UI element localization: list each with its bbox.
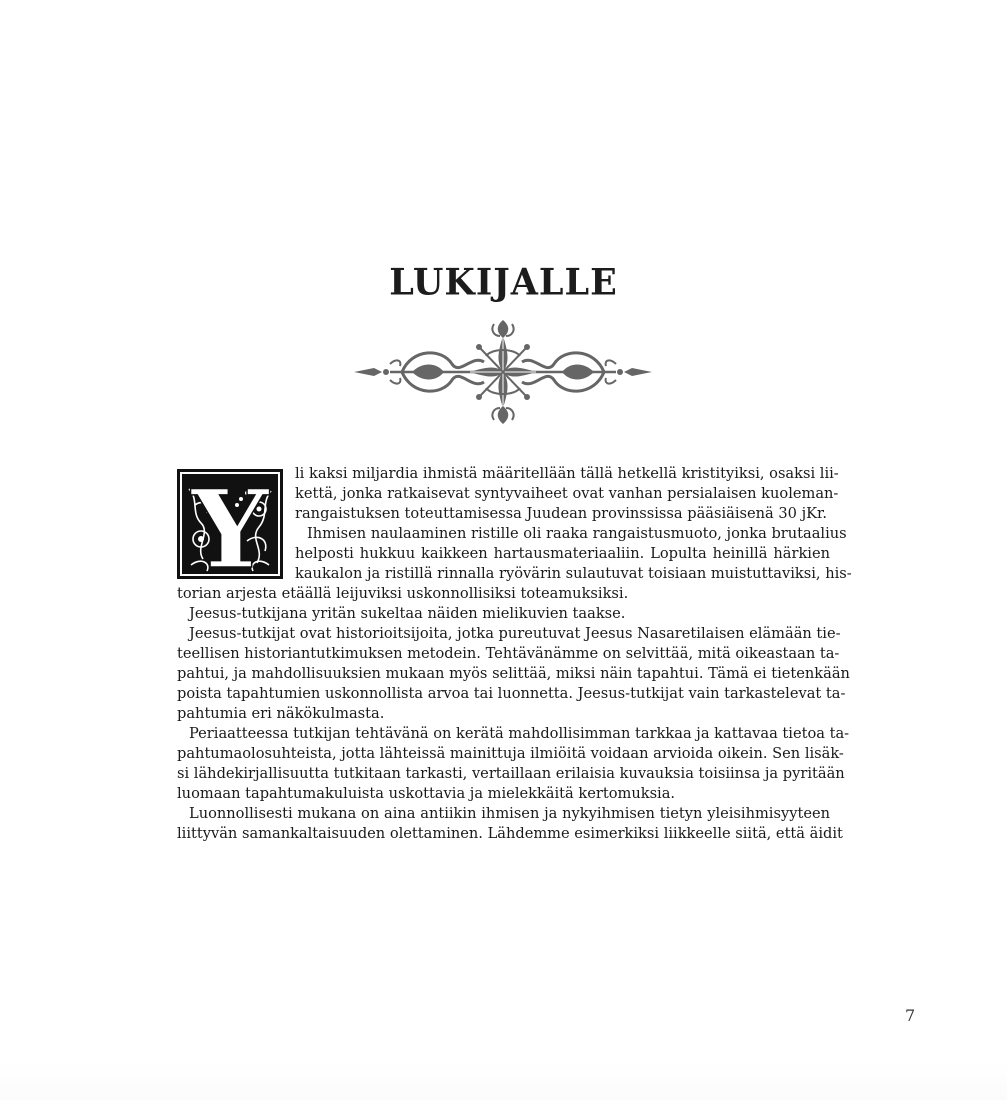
- text-line: si lähdekirjallisuutta tutkitaan tarkasti, vertaillaan erilaisia kuvauksia toisiinsa ja pyritään: [177, 765, 845, 782]
- text-line: teellisen historiantutkimuksen metodein. Tehtävänämme on selvittää, mitä oikeastaan ta-: [177, 645, 840, 662]
- text-line: Jeesus-tutkijana yritän sukeltaa näiden mielikuvien taakse.: [189, 605, 626, 622]
- text-line: pahtui, ja mahdollisuuksien mukaan myös selittää, miksi näin tapahtui. Tämä ei tietenkään: [177, 665, 850, 682]
- body-text: [177, 464, 852, 844]
- text-line: helposti hukkuu kaikkeen hartausmateriaaliin. Lopulta heinillä härkien: [295, 545, 830, 562]
- text-line: rangaistuksen toteuttamisessa Juudean provinssissa pääsiäisenä 30 jKr.: [295, 505, 828, 522]
- text-line: luomaan tapahtumakuluista uskottavia ja mielekkäitä kertomuksia.: [177, 785, 676, 802]
- page-number: 7: [905, 1006, 916, 1025]
- text-line: pahtumia eri näkökulmasta.: [177, 705, 385, 722]
- text-line: Luonnollisesti mukana on aina antiikin ihmisen ja nykyihmisen tietyn yleisihmisyyteen: [189, 805, 830, 822]
- chapter-title: LUKIJALLE: [389, 260, 618, 305]
- text-line: Ihmisen naulaaminen ristille oli raaka rangaistusmuoto, jonka brutaalius: [307, 525, 847, 542]
- text-line: kaukalon ja ristillä rinnalla ryövärin sulautuvat toisiaan muistuttaviksi, his-: [295, 565, 852, 582]
- text-line: li kaksi miljardia ihmistä määritellään tällä hetkellä kristityiksi, osaksi lii-: [295, 465, 839, 482]
- text-line: pahtumaolosuhteista, jotta lähteissä mainittuja ilmiöitä voidaan arvioida oikein. Sen lisäk-: [177, 745, 844, 762]
- text-line: kettä, jonka ratkaisevat syntyvaiheet ovat vanhan persialaisen kuoleman-: [295, 485, 839, 502]
- fleuron-ornament-icon: [352, 318, 654, 426]
- text-line: liittyvän samankaltaisuuden olettaminen. Lähdemme esimerkiksi liikkeelle siitä, että äidit: [177, 825, 843, 842]
- text-line: Periaatteessa tutkijan tehtävänä on kerätä mahdollisimman tarkkaa ja kattavaa tietoa ta-: [189, 725, 850, 742]
- svg-text:Y: Y: [191, 469, 269, 579]
- text-line: poista tapahtumien uskonnollista arvoa tai luonnetta. Jeesus-tutkijat vain tarkastelevat ta-: [177, 685, 846, 702]
- text-line: torian arjesta etäällä leijuviksi uskonnollisiksi toteamuksiksi.: [177, 585, 629, 602]
- text-line: Jeesus-tutkijat ovat historioitsijoita, jotka pureutuvat Jeesus Nasaretilaisen elämään tie-: [189, 625, 841, 642]
